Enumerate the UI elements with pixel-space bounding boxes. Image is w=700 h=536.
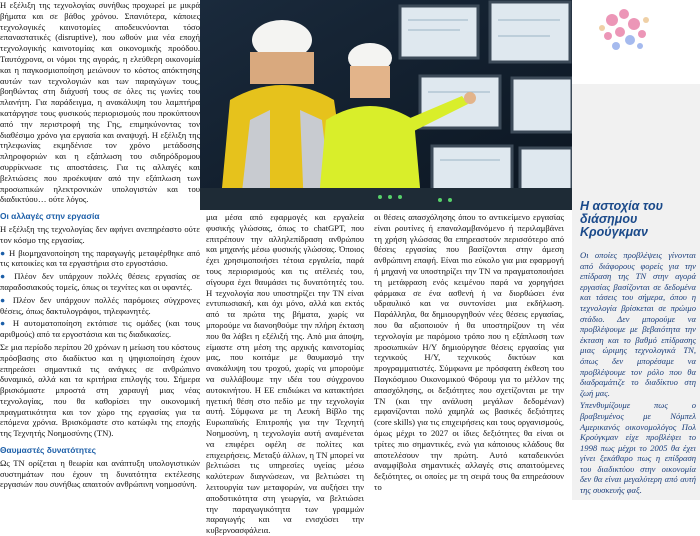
bullet-item-3 [0, 295, 200, 317]
mid-column-2-text: οι θέσεις απασχόλησης όπου το αντικείμενο εργασίας είναι ρουτίνες ή επαναλαμβανόμενο ή περιλαμβάνει τη χρήση γλώσσας θα επηρεαστούν περισσότερο από θέσεις εργασίας που βασίζονται στην άμεση ανθρώπινη επαφή. Είναι πιο εύκολο για μια εφαρμογή ή μηχανή να υποστηρίζει την ΤΝ να πραγματοποιήσει τη μετάφραση ενός κειμένου παρά να χορηγήσει φάρμακα σε ένα ασθενή ή να διορθώσει ένα υδραυλικό και να συντονίσει μια εκδήλωση. Παράλληλα, θα δημιουργηθούν νέες θέσεις εργασίας, που θα αξιοποιούν ή θα υποστηρίζουν τη νέα τεχνολογία με παρόμοιο τρόπο που η εξάπλωση των προσωπικών Η/Υ δημιούργησε θέσεις εργασίας για τεχνικούς Η/Υ, τεχνικούς δικτύων και προγραμματιστές. Σύμφωνα με πρόσφατη έκθεση του Παγκόσμιου Οικονομικού Φόρουμ για το μέλλον της απασχόλησης, οι δεξιότητες που σχετίζονται με την ΤΝ (και την ανάλυση μεγάλων δεδομένων) εμφανίζονται πολύ χαμηλά ως βασικές δεξιότητες (core skills) για τις επιχειρήσεις και τους οργανισμούς, όμως μέχρι το 2027 οι ίδιες δεξιότητες θα είναι οι τρίτες πιο σημαντικές, ενώ για κάποιους κλάδους θα αποτελέσουν την πρώτη. Αυτό καταδεικνύει αναμφίβολα σημαντικές αλλαγές στις απαιτούμενες δεξιότητες, οι οποίες με τη σειρά τους θα επηρεάσουν το [374, 212, 564, 492]
bullet-item-1 [0, 248, 200, 270]
mid-column-1-text: μια μέσα από εφαρμογές και εργαλεία φυσικής γλώσσας, όπως το chatGPT, που επιτρέπουν την αλληλεπίδραση ανθρώπου και μηχανής μέσω φυσικής γλώσσας. Όποιος έχει χρησιμοποιήσει τέτοια εργαλεία, παρά τους περιορισμούς και τις ατέλειές του, σίγουρα έχει θαυμάσει τις δυνατότητές του. Η τεχνολογία που υποστηρίζει την ΤΝ είναι εντυπωσιακή, και όχι μόνο, αλλά και εκτός από τα πρώτα της βήματα, χωρίς να μπορούμε να διανοηθούμε την πλήρη έκταση που θα λάβει η εξέλιξή της. Από μια άποψη, είμαστε στη μέση της αρχικής καινοτομίας μας, που κοιτάμε με θαυμασμό την ανακάλυψη του τροχού, χωρίς να μπορούμε να συλλάβουμε την ιδέα του σύγχρονου αυτοκινήτου. Η ΕΕ επιδιώκει να κατακτήσει ηγετική θέση στο πεδίο με την τεχνολογία αυτή. Σύμφωνα με τη Λευκή Βίβλο της Ευρωπαϊκής Επιτροπής για την Τεχνητή Νοημοσύνη, η τεχνολογία αυτή αναμένεται να επιφέρει οφέλη σε πολίτες και επιχειρήσεις. Μεταξύ άλλων, η ΤΝ μπορεί να βελτιώσει τις υπηρεσίες υγείας μέσω καλύτερων διαγνώσεων, να βελτιώσει τη λειτουργία των μεταφορών, να αυξήσει την αποδοτικότητα στη γεωργία, να βελτιώσει την παραγωγικότητα των γραμμών παραγωγής και να ενισχύσει την κυβερνοασφάλεια. [206, 212, 364, 536]
ai-brain-art-icon [572, 0, 700, 84]
bullet-icon: ● [0, 271, 15, 282]
middle-article-column-1 [200, 210, 368, 536]
sidebar-box [572, 0, 700, 500]
article-photo-control-room [200, 0, 572, 210]
bullet-item-4 [0, 318, 200, 340]
bullet-icon: ● [0, 294, 13, 305]
sidebar-heading: Η αστοχία του διάσημου Κρούγκμαν [580, 199, 663, 239]
middle-article-column-2 [370, 210, 570, 500]
section-heading-capabilities: Θαυμαστές δυνατότητες [0, 445, 97, 456]
bullet-text: Πλέον δεν υπάρχουν πολλές παρόμοιες σύγχρονες θέσεις, όπως δακτυλογράφοι, τηλεφωνητές. [0, 294, 200, 316]
bullet-text: Η αυτοματοποίηση εκτόπισε τις ομάδες (και τους αριθμούς) από τα εργοστάσια και τις διαδικασίες. [0, 318, 200, 340]
bullet-icon: ● [0, 247, 10, 258]
bullet-item-2 [0, 271, 200, 293]
sidebar-text [580, 250, 696, 498]
section-heading-work-changes: Οι αλλαγές στην εργασία [0, 211, 100, 222]
bullet-icon: ● [0, 318, 13, 329]
sidebar-art-image [572, 0, 700, 84]
section-paragraph: Η εξέλιξη της τεχνολογίας δεν αφήνει ανεπηρέαστο ούτε τον κόσμο της εργασίας. [0, 223, 200, 245]
section-paragraph-2: Σε μια περίοδο περίπου 20 χρόνων η μείωση του κόστους πρόσβασης στο διαδίκτυο και η ψηφιοποίηση έχουν επηρεάσει σημαντικά τις ανάγκες σε ανθρώπινο δυναμικό, αλλά και τα κριτήρια επιλογής του. Σήμερα βρισκόμαστε μπροστά στη χαραυγή μιας νέας τεχνολογίας, που θα καθορίσει την οικονομική πραγματικότητα και τον χώρο της εργασίας για τα επόμενα χρόνια. Βρισκόμαστε στο κατώφλι της εποχής της Τεχνητής Νοημοσύνης (ΤΝ). [0, 341, 200, 439]
section-paragraph-3: Ως ΤΝ ορίζεται η θεωρία και ανάπτυξη υπολογιστικών συστημάτων που έχουν τη δυνατότητα εκτέλεσης εργασιών που συνήθως απαιτούν ανθρώπινη νοημοσύνη. [0, 457, 200, 490]
sidebar-paragraph-2: Υπενθυμίζουμε πως ο βραβευμένος με Νόμπελ Αμερικανός οικονομολόγος Πολ Κρούγκμαν είχε προβλέψει το 1998 πως μέχρι το 2005 θα έχει γίνει ξεκάθαρο πως η επίδραση του διαδικτύου στην οικονομία δεν θα είναι μεγαλύτερη από αυτή της συσκευής φαξ. [580, 400, 696, 496]
bullet-text: Η βιομηχανοποίηση της παραγωγής μεταφέρθηκε από τις κατοικίες και τα εργαστήρια στο εργοστάσιο. [0, 247, 200, 269]
intro-paragraph: Η εξέλιξη της τεχνολογίας συνήθως προχωρεί με μικρά βήματα και σε βάθος χρόνου. Σπανιότερα, κάποιες τεχνολογικές καινοτομίες αποδεικνύονται τόσο επαναστατικές (disruptive), που ωθούν μια νέα εποχή τεχνολογικής καινοτομίας και οικονομικής προόδου. Ταυτόχρονα, οι νόμοι της αγοράς, η ελεύθερη οικονομία και η παγκοσμιοποίηση μειώνουν το κόστος απόκτησης αυτών των τεχνολογιών και των παραγώγων τους, βοηθώντας στη διάχυσή τους σε όλες τις γωνίες του πλανήτη. Για παράδειγμα, η ανακάλυψη του λαμπτήρα κατάργησε τους φυσικούς περιορισμούς που προκύπτουν από την περιστροφή της Γης, επιμηκύνοντας τον διαθέσιμο χρόνο για εργασία και αναψυχή. Η εξέλιξη της τηλεφωνίας εκμηδένισε τον χρόνο μετάδοσης πληροφοριών και η εξάπλωση του σιδηρόδρομου συρρίκνωσε τις αποστάσεις. Για τις αλλαγές και βελτιώσεις που προέκυψαν από την εξάπλωση των προσωπικών ηλεκτρονικών υπολογιστών και του διαδικτύου… ούτε λόγος. [0, 0, 200, 205]
photo-illustration [200, 0, 572, 210]
sidebar-paragraph-1: Οι οποίες προβλέψεις γίνονται από διάφορους φορείς για την επίδραση της ΤΝ στην αγορά εργασίας βασίζονται σε δεδομένα και τάσεις του σήμερα, όπου η τεχνολογία βρίσκεται σε πρώιμο στάδιο. Δεν μπορούμε να προβλέψουμε με βεβαιότητα την έκταση και το βαθμό επίδρασης μιας ώριμης τεχνολογικά ΤΝ, όπως δεν μπορέσαμε να προβλέψουμε τον ρόλο που θα διαδραμάτιζε το διαδίκτυο στη ζωή μας. [580, 250, 696, 398]
left-article-column [0, 0, 200, 500]
bullet-text: Πλέον δεν υπάρχουν πολλές θέσεις εργασίας σε παραδοσιακούς τομείς, όπως οι τεχνίτες και οι υφαντές. [0, 271, 201, 292]
